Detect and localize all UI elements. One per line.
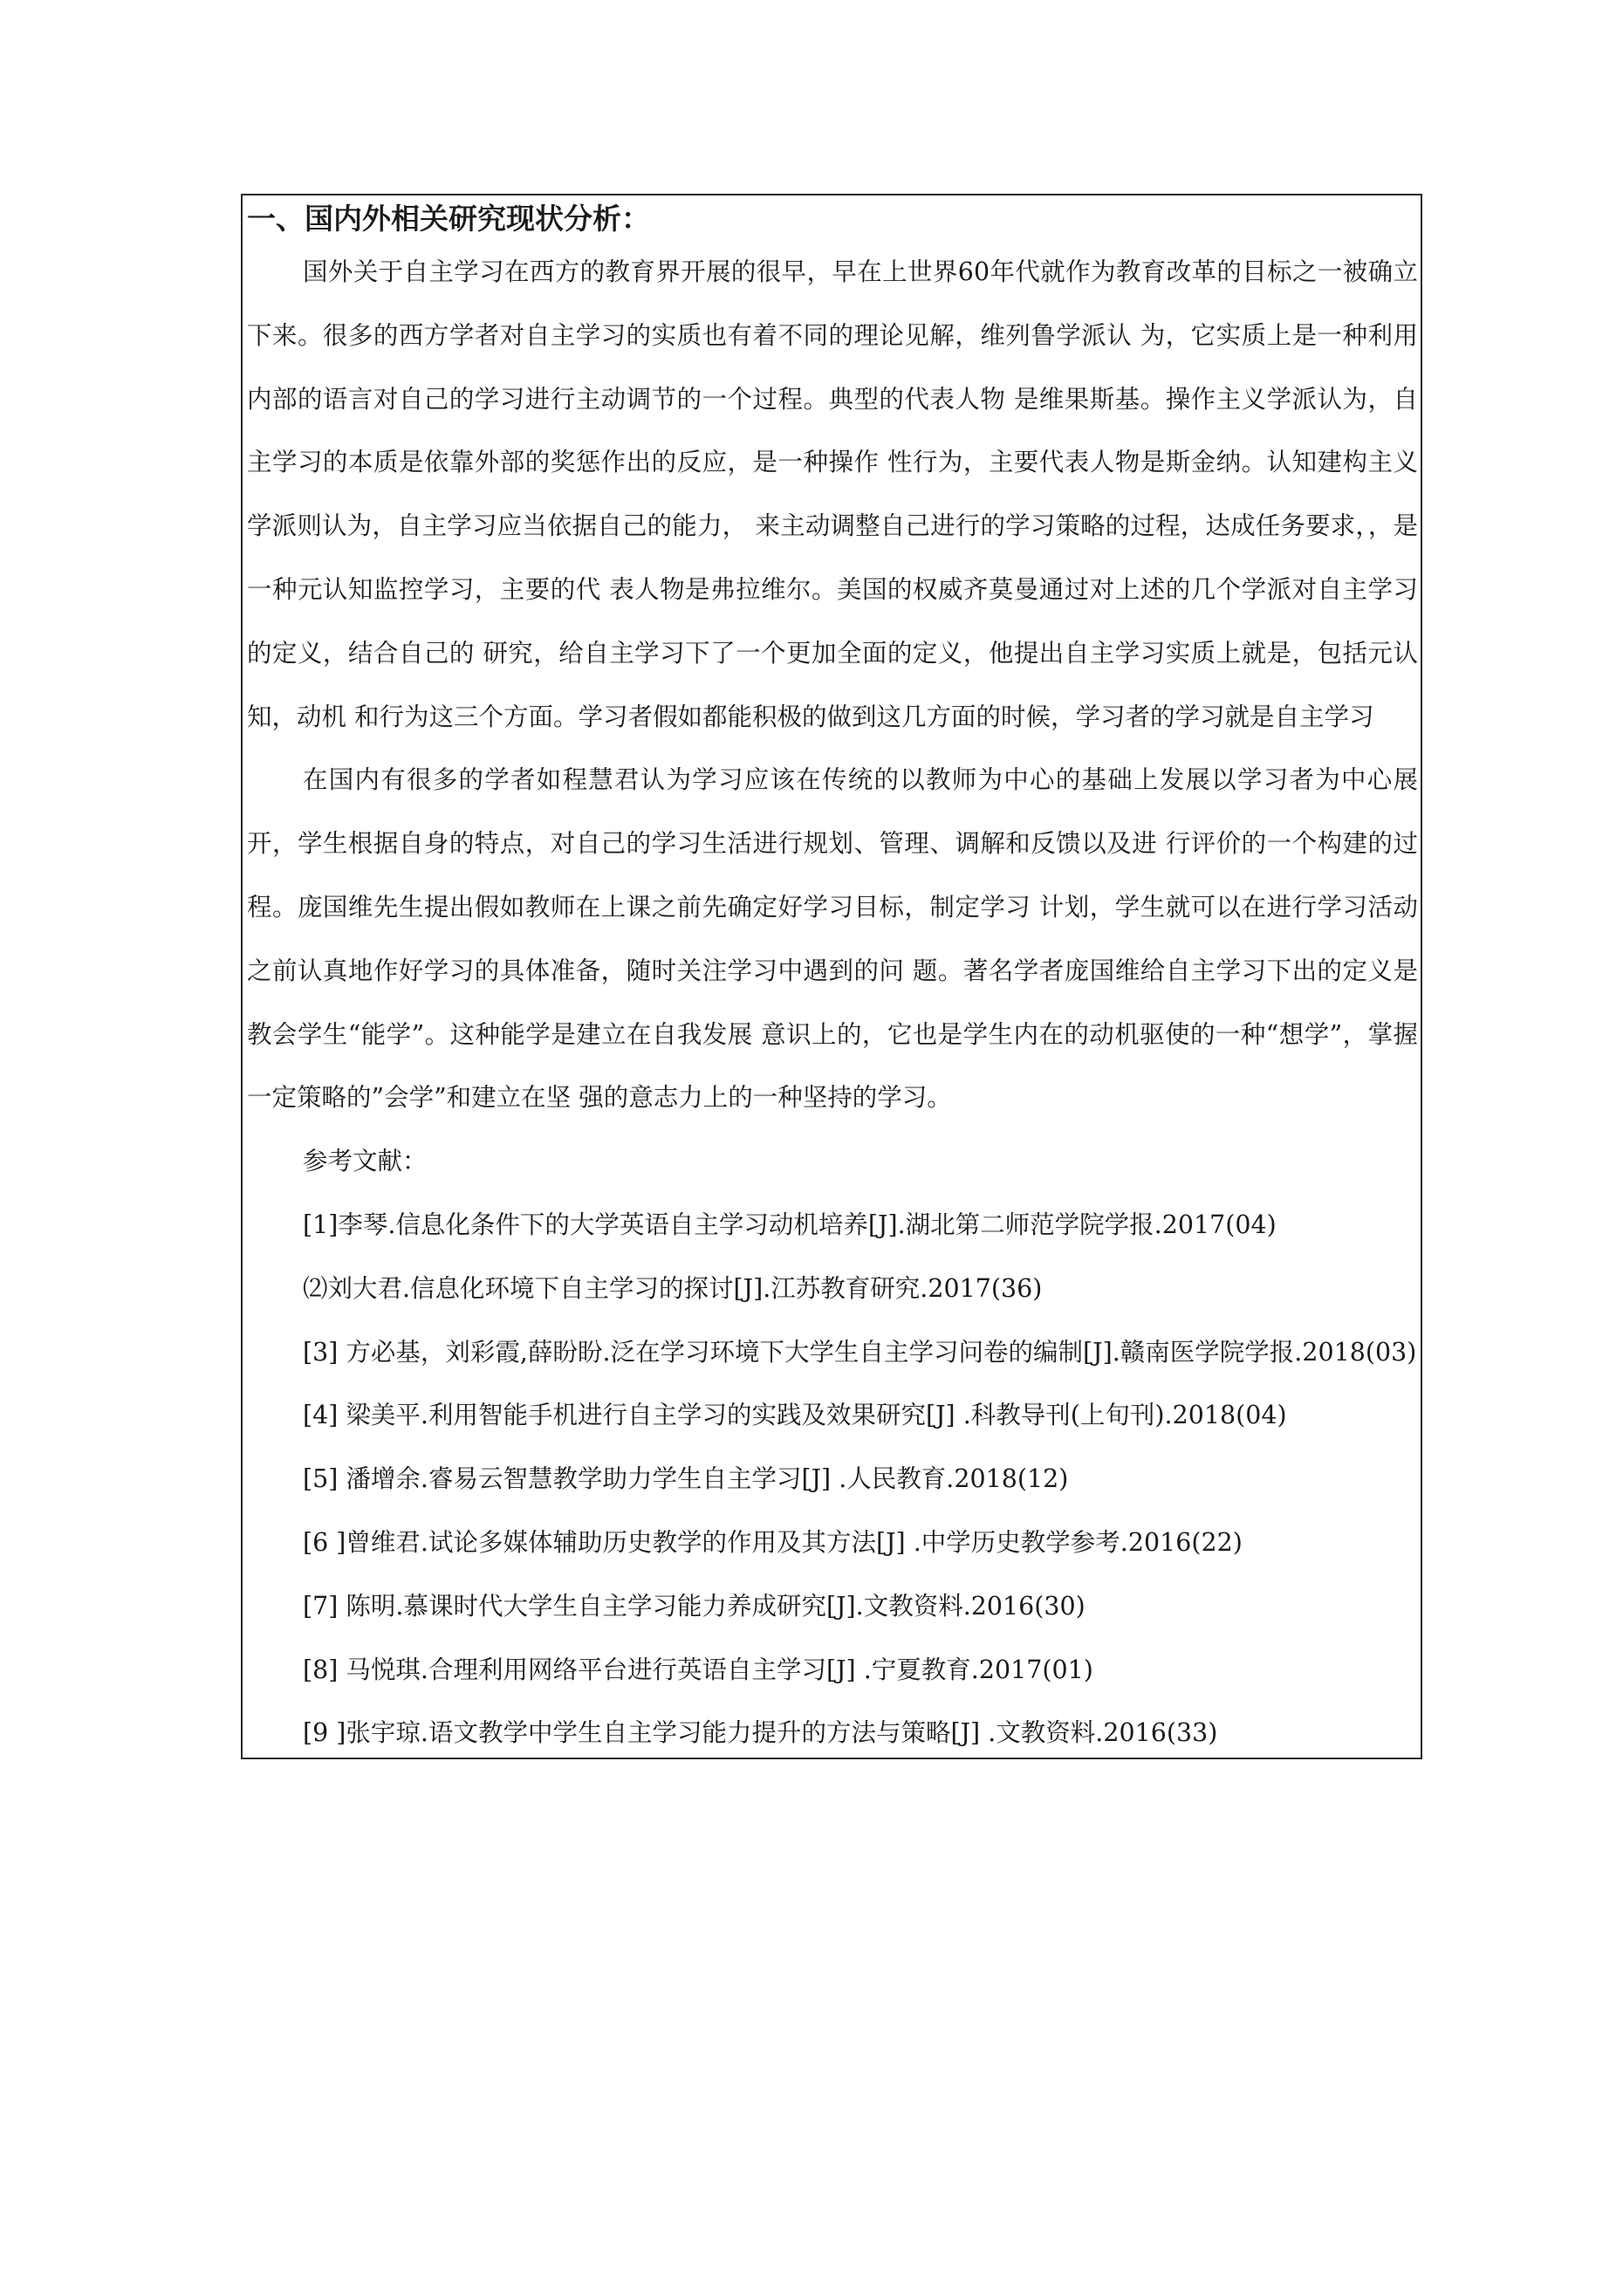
reference-item-5: [5] 潘增余.睿易云智慧教学助力学生自主学习[J] .人民教育.2018(12) [303,1464,1069,1494]
paragraph-foreign-research: 国外关于自主学习在西方的教育界开展的很早，早在上世界60年代就作为教育改革的目标之一被确立下来。很多的西方学者对自主学习的实质也有着不同的理论见解，维列鲁学派认 为，它实质上是一种利用内部的语言对自己的学习进行主动调节的一个过程。典型的代表人物 是维果斯基。操作主义学派认为，自主学习的本质是依靠外部的奖惩作出的反应，是一种操作 性行为，主要代表人物是斯金纳。认知建构主义学派则认为，自主学习应当依据自己的能力， 来主动调整自己进行的学习策略的过程，达成任务要求，，是一种元认知监控学习，主要的代 表人物是弗拉维尔。美国的权威齐莫曼通过对上述的几个学派对自主学习的定义，结合自己的 研究，给自主学习下了一个更加全面的定义，他提出自主学习实质上就是，包括元认知，动机 和行为这三个方面。学习者假如都能积极的做到这几方面的时候，学习者的学习就是自主学习 [247,257,1418,731]
reference-item-6: [6 ]曾维君.试论多媒体辅助历史教学的作用及其方法[J] .中学历史教学参考.2016(22) [303,1527,1243,1557]
references-title: 参考文献： [303,1147,428,1176]
reference-item-2: ⑵刘大君.信息化环境下自主学习的探讨[J].江苏教育研究.2017(36) [303,1273,1043,1303]
references-list [247,1194,1418,1765]
section-heading: 一、国内外相关研究现状分析： [247,202,650,236]
research-status-section [247,194,1418,1765]
reference-item-7: [7] 陈明.慕课时代大学生自主学习能力养成研究[J].文教资料.2016(30) [303,1591,1085,1621]
reference-item-1: [1]李琴.信息化条件下的大学英语自主学习动机培养[J].湖北第二师范学院学报.2017(04) [303,1210,1277,1239]
paragraph-domestic-research: 在国内有很多的学者如程慧君认为学习应该在传统的以教师为中心的基础上发展以学习者为中心展开，学生根据自身的特点，对自己的学习生活进行规划、管理、调解和反馈以及进 行评价的一个构建的过程。庞国维先生提出假如教师在上课之前先确定好学习目标，制定学习 计划，学生就可以在进行学习活动之前认真地作好学习的具体准备，随时关注学习中遇到的问 题。著名学者庞国维给自主学习下出的定义是教会学生“能学”。这种能学是建立在自我发展 意识上的，它也是学生内在的动机驱使的一种“想学”，掌握一定策略的”会学”和建立在坚 强的意志力上的一种坚持的学习。 [247,765,1418,1113]
reference-item-8: [8] 马悦琪.合理利用网络平台进行英语自主学习[J] .宁夏教育.2017(01) [303,1655,1093,1684]
reference-item-9: [9 ]张宇琼.语文教学中学生自主学习能力提升的方法与策略[J] .文教资料.2016(33) [303,1718,1218,1748]
reference-item-3: [3] 方必基，刘彩霞,薛盼盼.泛在学习环境下大学生自主学习问卷的编制[J].赣南医学院学报.2018(03) [303,1337,1417,1367]
reference-item-4: [4] 梁美平.利用智能手机进行自主学习的实践及效果研究[J] .科教导刊(上旬刊).2018(04) [303,1401,1287,1430]
